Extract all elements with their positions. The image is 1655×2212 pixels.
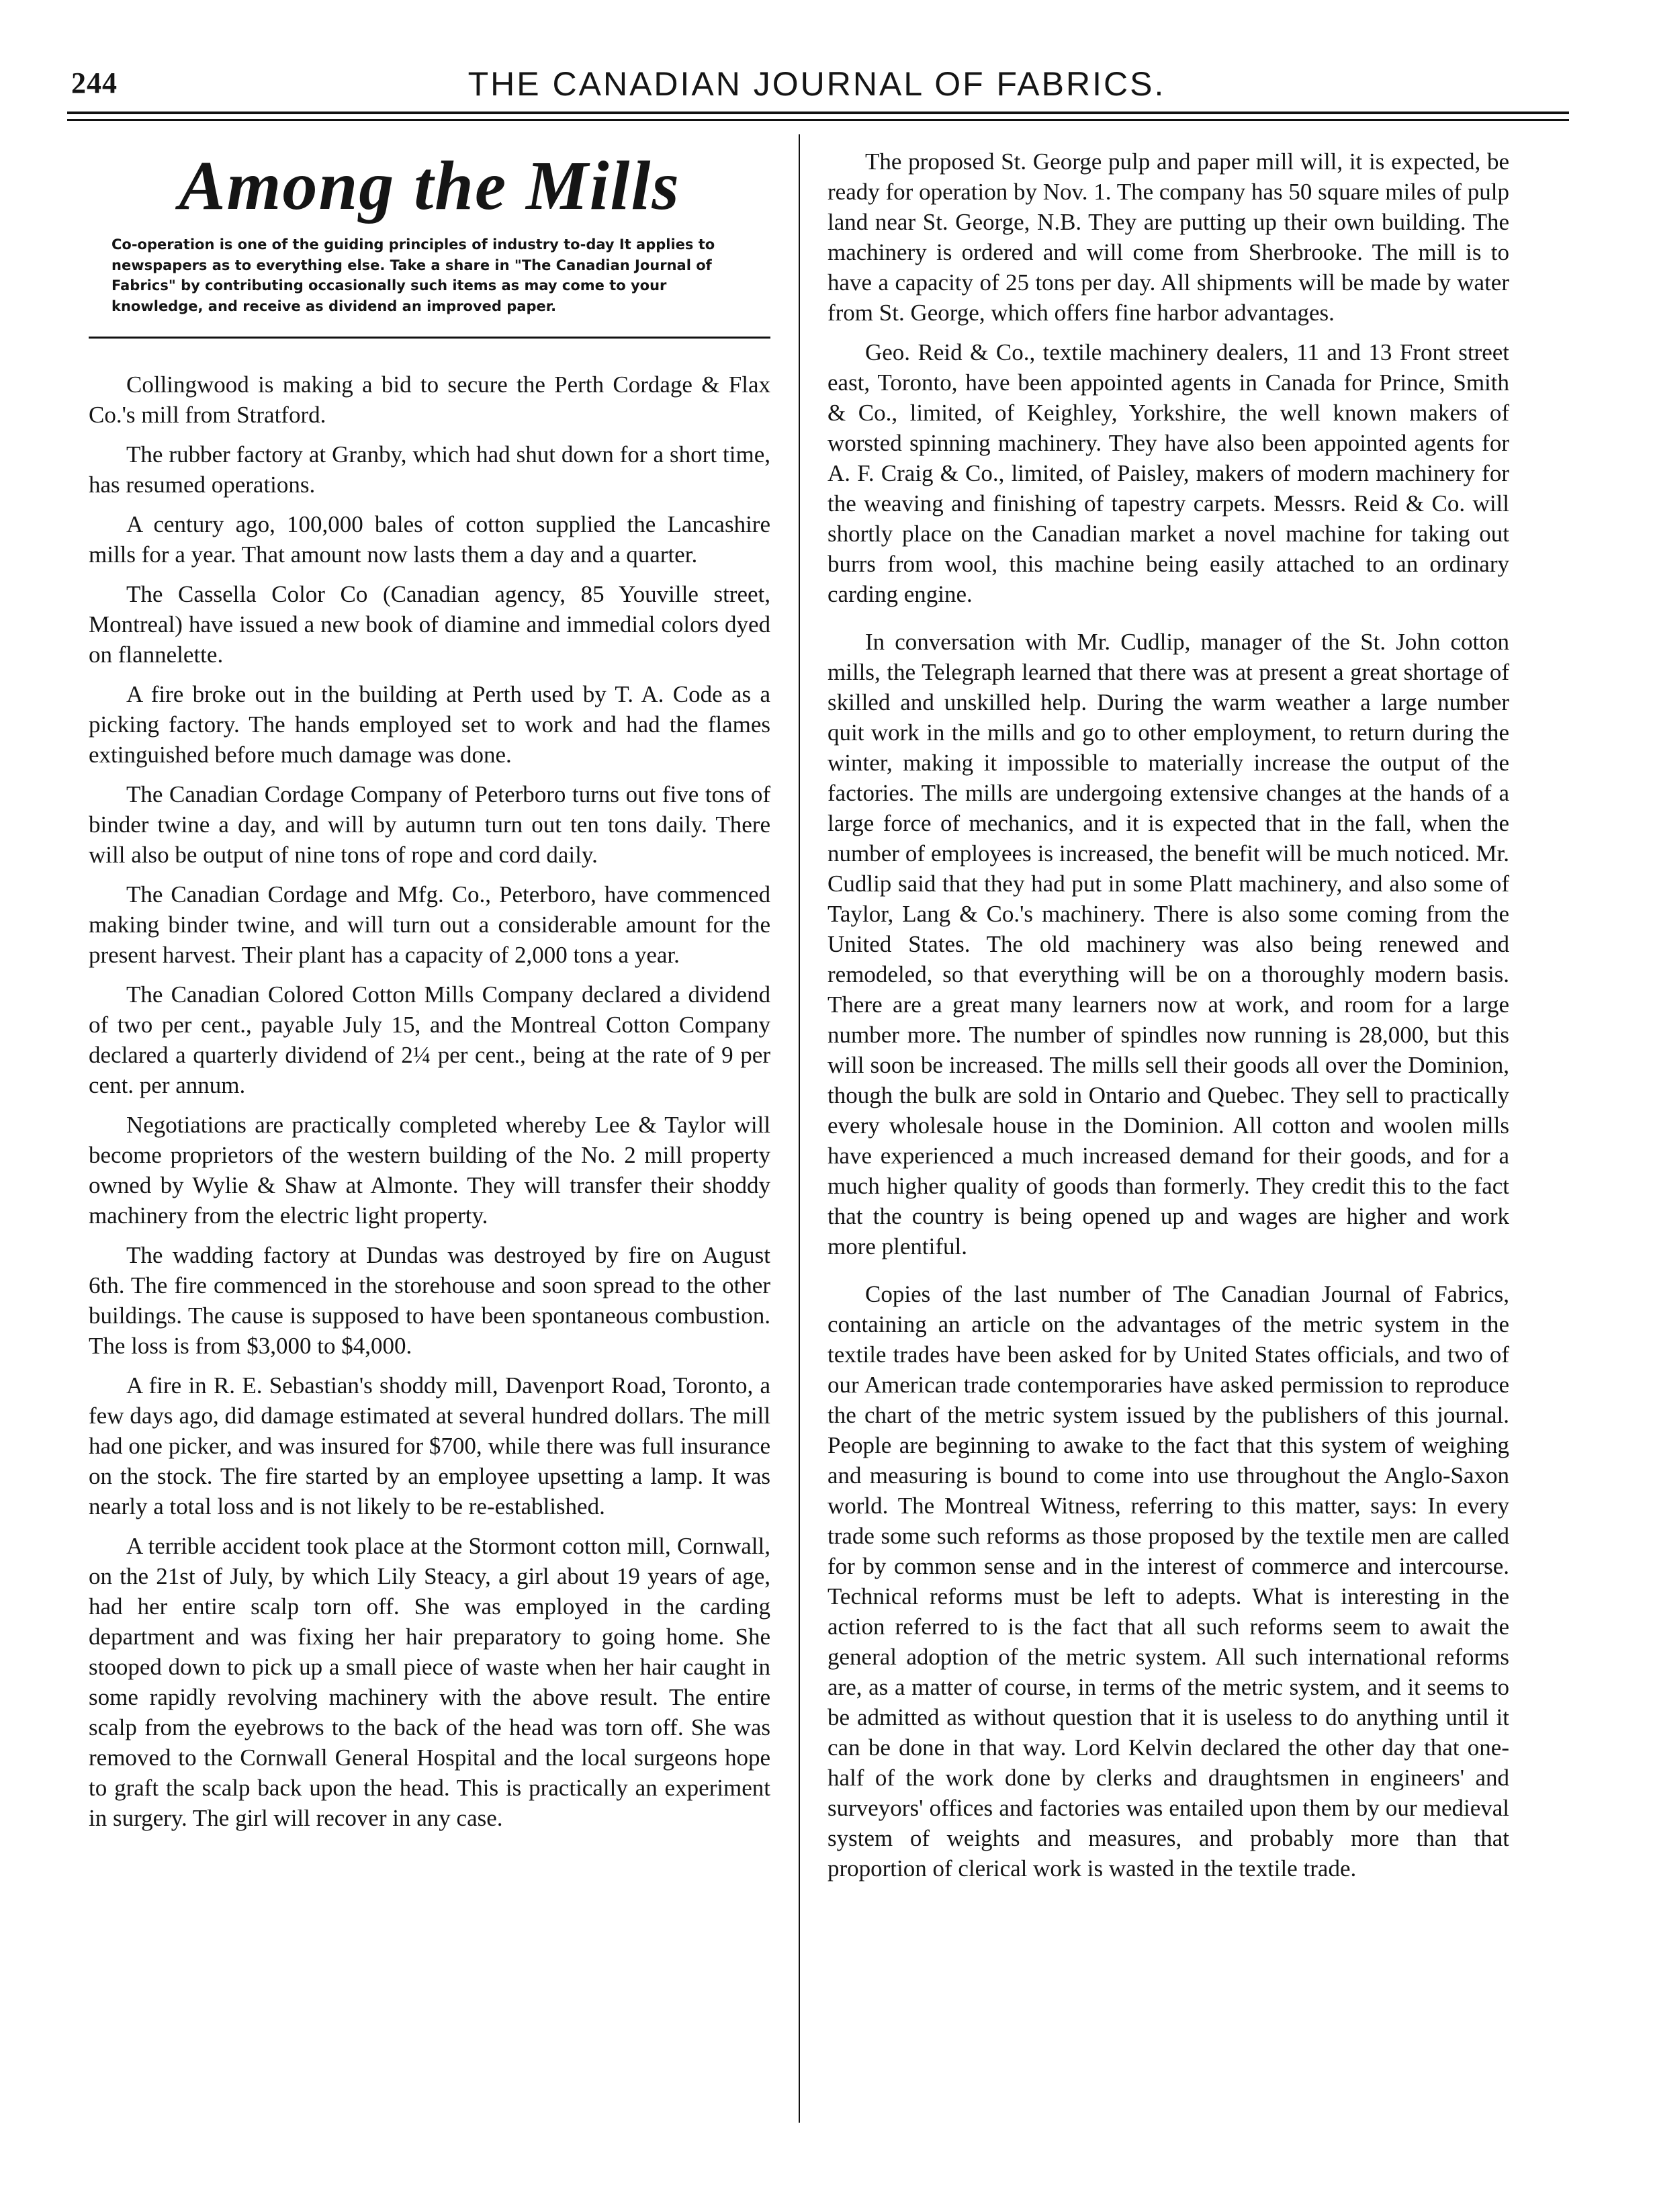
header-rule-top	[67, 112, 1569, 114]
news-item: The Canadian Cordage and Mfg. Co., Peterboro, have commenced making binder twine, and will turn out a considerable amount for the present harvest. Their plant has a capacity of 2,000 tons a year.	[89, 881, 770, 968]
section-blurb: Co-operation is one of the guiding principles of industry to-day It applies to newspapers as to everything else. Take a share in "The Canadian Journal of Fabrics" by contributing occasionally such items as may come to your knowledge, and receive as dividend an improved paper.	[111, 236, 715, 314]
news-item: Copies of the last number of The Canadian Journal of Fabrics, containing an article on the advantages of the metric system in the textile trades have been asked for by United States officials, and two of our American trade contemporaries have asked permission to reproduce the chart of the metric system issued by the publishers of this journal. People are beginning to awake to the fact that this system of weighing and measuring is bound to come into use throughout the Anglo-Saxon world. The Montreal Witness, referring to this matter, says: In every trade some such reforms as those proposed by the textile men are called for by common sense and in the interest of commerce and intercourse. Technical reforms must be left to adepts. What is interesting in the action referred to is the fact that all such reforms seem to await the general adoption of the metric system. All such international reforms are, as a matter of course, in terms of the metric system, and it seems to be admitted as without question that it is useless to do anything until it can be done in that way. Lord Kelvin declared the other day that one-half of the work done by clerks and draughtsmen in engineers' and surveyors' offices and factories was entailed upon them by our medieval system of weights and measures, and probably more than that proportion of clerical work is wasted in the textile trade.	[828, 1281, 1509, 1882]
page-header	[64, 64, 1569, 105]
header-rule-bottom	[67, 119, 1569, 121]
page-number: 244	[71, 67, 118, 99]
news-item: The Cassella Color Co (Canadian agency, 85 Youville street, Montreal) have issued a new book of diamine and immedial colors dyed on flannelette.	[89, 580, 770, 668]
news-item: A terrible accident took place at the Stormont cotton mill, Cornwall, on the 21st of July, by which Lily Steacy, a girl about 19 years of age, had her entire scalp torn off. She was employed in the carding department and was fixing her hair preparatory to going home. She stooped down to pick up a small piece of waste when her hair caught in some rapidly revolving machinery with the above result. The entire scalp from the eyebrows to the back of the head was torn off. She was removed to the Cornwall General Hospital and the local surgeons hope to graft the scalp back upon the head. This is practically an experiment in surgery. The girl will recover in any case.	[89, 1532, 770, 1831]
news-item: The rubber factory at Granby, which had shut down for a short time, has resumed operations.	[89, 441, 770, 498]
section-title: Among the Mills	[179, 147, 680, 224]
news-item: Negotiations are practically completed whereby Lee & Taylor will become proprietors of the western building of the No. 2 mill property owned by Wylie & Shaw at Almonte. They will transfer their shoddy machinery from the electric light property.	[89, 1111, 770, 1229]
news-item: A century ago, 100,000 bales of cotton supplied the Lancashire mills for a year. That amount now lasts them a day and a quarter.	[89, 511, 770, 568]
news-item: The proposed St. George pulp and paper mill will, it is expected, be ready for operation by Nov. 1. The company has 50 square miles of pulp land near St. George, N.B. They are putting up their own building. The machinery is ordered and will come from Sherbrooke. The mill is to have a capacity of 25 tons per day. All shipments will be made by water from St. George, which offers fine harbor advantages.	[828, 148, 1509, 326]
column-divider	[799, 134, 800, 2123]
news-item: Geo. Reid & Co., textile machinery dealers, 11 and 13 Front street east, Toronto, have been appointed agents in Canada for Prince, Smith & Co., limited, of Keighley, Yorkshire, the well known makers of worsted spinning machinery. They have also been appointed agents for A. F. Craig & Co., limited, of Paisley, makers of modern machinery for the weaving and finishing of tapestry carpets. Messrs. Reid & Co. will shortly place on the Canadian market a novel machine for taking out burrs from wool, this machine being easily attached to an ordinary carding engine.	[828, 339, 1509, 607]
news-item: In conversation with Mr. Cudlip, manager of the St. John cotton mills, the Telegraph learned that there was at present a great shortage of skilled and unskilled help. During the warm weather a large number quit work in the mills and go to other employment, to return during the winter, making it impossible to materially increase the output of the factories. The mills are undergoing extensive changes at the hands of a large force of mechanics, and it is expected that in the fall, when the number of employees is increased, the benefit will be much noticed. Mr. Cudlip said that they had put in some Platt machinery, and also some of Taylor, Lang & Co.'s machinery. There is also some coming from the United States. The old machinery was also being renewed and remodeled, so that everything will be on a thoroughly modern basis. There are a great many learners now at work, and room for a large number more. The number of spindles now running is 28,000, but this will soon be increased. The mills sell their goods all over the Dominion, though the bulk are sold in Ontario and Quebec. They sell to practically every wholesale house in the Dominion. All cotton and woolen mills have experienced a much increased demand for their goods, and for a much higher quality of goods than formerly. They credit this to the fact that the country is being opened up and wages are higher and work more plentiful.	[828, 629, 1509, 1259]
right-column	[828, 146, 1509, 1893]
masthead-rule	[89, 337, 770, 339]
news-item: Collingwood is making a bid to secure the Perth Cordage & Flax Co.'s mill from Stratford.	[89, 371, 770, 428]
section-masthead	[89, 149, 770, 339]
news-item: The wadding factory at Dundas was destroyed by fire on August 6th. The fire commenced in the storehouse and soon spread to the other buildings. The cause is supposed to have been spontaneous combustion. The loss is from $3,000 to $4,000.	[89, 1241, 770, 1359]
news-item: A fire in R. E. Sebastian's shoddy mill, Davenport Road, Toronto, a few days ago, did damage estimated at several hundred dollars. The mill had one picker, and was insured for $700, while there was full insurance on the stock. The fire started by an employee upsetting a lamp. It was nearly a total loss and is not likely to be re-established.	[89, 1372, 770, 1519]
left-column	[89, 146, 770, 1843]
running-title: THE CANADIAN JOURNAL OF FABRICS.	[467, 65, 1166, 103]
news-item: The Canadian Colored Cotton Mills Company declared a dividend of two per cent., payable July 15, and the Montreal Cotton Company declared a quarterly dividend of 2¼ per cent., being at the rate of 9 per cent. per annum.	[89, 981, 770, 1098]
news-item: The Canadian Cordage Company of Peterboro turns out five tons of binder twine a day, and will by autumn turn out ten tons daily. There will also be output of nine tons of rope and cord daily.	[89, 781, 770, 868]
news-item: A fire broke out in the building at Perth used by T. A. Code as a picking factory. The hands employed set to work and had the flames extinguished before much damage was done.	[89, 680, 770, 768]
